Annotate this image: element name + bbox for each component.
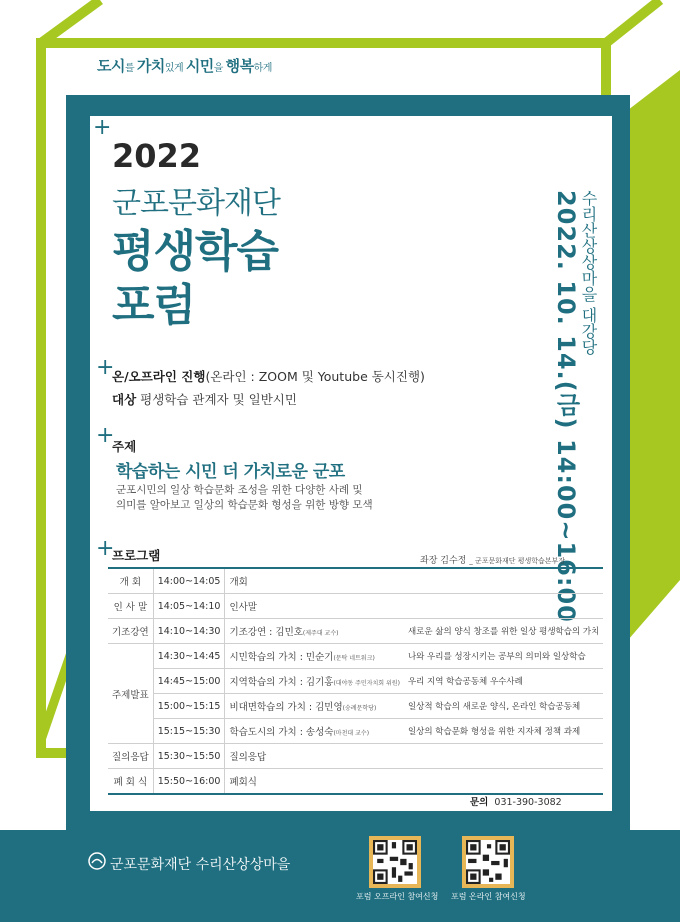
program-speaker-affiliation: (문탁 네트워크) — [333, 655, 375, 662]
event-date: 2022. 10. 14.(금) 14:00~16:00 — [552, 190, 580, 623]
contact-number: 031-390-3082 — [494, 797, 562, 808]
chair-role: _ 군포문화재단 평생학습본부장 — [469, 557, 566, 565]
org-logo-icon — [88, 852, 106, 870]
program-row — [108, 594, 603, 619]
program-title-cell — [225, 568, 404, 594]
mode-label: 온/오프라인 진행 — [112, 369, 206, 384]
online-qr-code[interactable] — [462, 836, 514, 888]
program-description: 새로운 삶의 양식 창조를 위한 일상 평생학습의 가치 — [404, 619, 603, 644]
program-row — [108, 694, 603, 719]
qr-code-icon — [373, 840, 417, 884]
chair-name: 좌장 김수정 — [420, 556, 467, 566]
topic-label: 주제 — [112, 439, 137, 454]
program-title-cell — [225, 694, 404, 719]
program-row — [108, 719, 603, 744]
program-time: 15:30~15:50 — [153, 744, 225, 769]
organizer-name: 군포문화재단 — [112, 186, 280, 221]
program-title-cell — [225, 669, 404, 694]
program-time: 15:15~15:30 — [153, 719, 225, 744]
audience-line — [112, 390, 297, 408]
program-title-cell — [225, 619, 404, 644]
plus-icon: + — [93, 115, 112, 140]
program-table — [108, 567, 603, 795]
program-time: 14:45~15:00 — [153, 669, 225, 694]
mode-line — [112, 367, 425, 385]
slogan-particle-1: 를 — [124, 63, 137, 74]
program-title: 학습도시의 가치 : 송성숙 — [229, 727, 334, 738]
program-row — [108, 619, 603, 644]
program-description: 일상의 학습문화 형성을 위한 지자체 정책 과제 — [404, 719, 603, 744]
slogan — [97, 55, 272, 76]
online-qr-label: 포럼 온라인 참여신청 — [451, 892, 526, 901]
program-description — [404, 744, 603, 769]
slogan-word-citizen: 시민 — [185, 57, 214, 75]
slogan-particle-3: 을 — [213, 63, 226, 74]
program-time: 15:50~16:00 — [153, 769, 225, 795]
program-title: 기조강연 : 김민호 — [229, 627, 303, 638]
program-category: 폐 회 식 — [108, 769, 153, 795]
event-year: 2022 — [112, 137, 202, 175]
chairperson — [420, 553, 565, 566]
program-time: 14:00~14:05 — [153, 568, 225, 594]
plus-icon: + — [96, 355, 115, 380]
topic-desc-line-1: 군포시민의 일상 학습문화 조성을 위한 다양한 사례 및 — [116, 484, 363, 496]
program-category: 질의응답 — [108, 744, 153, 769]
program-title-cell — [225, 769, 404, 795]
topic-desc-line-2: 의미를 알아보고 일상의 학습문화 형성을 위한 방향 모색 — [116, 499, 373, 511]
program-description: 우리 지역 학습공동체 우수사례 — [404, 669, 603, 694]
program-description: 나와 우리를 성장시키는 공부의 의미와 일상학습 — [404, 644, 603, 669]
program-row — [108, 568, 603, 594]
slogan-word-city: 도시 — [97, 57, 125, 75]
title-line-2: 포럼 — [112, 280, 196, 331]
slogan-word-value: 가치 — [136, 57, 165, 75]
offline-qr-label: 포럼 오프라인 참여신청 — [356, 892, 439, 901]
program-category: 개 회 — [108, 568, 153, 594]
program-description — [404, 568, 603, 594]
program-title-cell — [225, 644, 404, 669]
topic-title: 학습하는 시민 더 가치로운 군포 — [116, 462, 345, 482]
program-time: 14:10~14:30 — [153, 619, 225, 644]
audience-label: 대상 — [112, 392, 137, 407]
contact — [470, 794, 562, 808]
program-row — [108, 744, 603, 769]
program-title-cell — [225, 719, 404, 744]
program-row — [108, 644, 603, 669]
slogan-particle-4: 하게 — [253, 63, 272, 74]
program-time: 14:30~14:45 — [153, 644, 225, 669]
program-title-cell — [225, 594, 404, 619]
program-row — [108, 669, 603, 694]
program-speaker-affiliation: (숭례문학당) — [342, 705, 377, 712]
program-title: 비대면학습의 가치 : 김민영 — [229, 702, 343, 713]
footer-organizer: 군포문화재단 수리산상상마을 — [110, 857, 291, 873]
program-description — [404, 769, 603, 795]
program-category: 인 사 말 — [108, 594, 153, 619]
date-place-vertical — [545, 190, 598, 623]
contact-label: 문의 — [470, 797, 489, 808]
plus-icon: + — [96, 536, 115, 561]
program-speaker-affiliation: (제주대 교수) — [302, 630, 339, 637]
program-time: 14:05~14:10 — [153, 594, 225, 619]
plus-icon: + — [96, 423, 115, 448]
program-label: 프로그램 — [112, 548, 161, 563]
program-category: 주제발표 — [108, 644, 153, 744]
program-title-cell — [225, 744, 404, 769]
program-description — [404, 594, 603, 619]
offline-qr-code[interactable] — [369, 836, 421, 888]
program-time: 15:00~15:15 — [153, 694, 225, 719]
program-speaker-affiliation: (마천대 교수) — [333, 730, 370, 737]
slogan-word-happiness: 행복 — [225, 57, 254, 75]
program-title: 시민학습의 가치 : 민순기 — [229, 652, 334, 663]
qr-code-icon — [466, 840, 510, 884]
program-title: 인사말 — [229, 602, 257, 613]
program-title: 개회 — [229, 577, 248, 588]
audience-detail: 평생학습 관계자 및 일반시민 — [136, 392, 297, 407]
title-line-1: 평생학습 — [112, 226, 279, 277]
program-category: 기조강연 — [108, 619, 153, 644]
program-row — [108, 769, 603, 795]
program-title: 폐회식 — [229, 777, 257, 788]
program-title: 질의응답 — [229, 752, 267, 763]
topic-description — [116, 483, 436, 513]
slogan-particle-2: 있게 — [164, 63, 186, 74]
program-title: 지역학습의 가치 : 김기홍 — [229, 677, 334, 688]
mode-detail: (온라인 : ZOOM 및 Youtube 동시진행) — [205, 369, 425, 384]
event-place: 수리산상상마을 대강당 — [579, 190, 598, 356]
program-speaker-affiliation: (대야동 주민자치회 위원) — [333, 680, 400, 687]
program-description: 일상적 학습의 새로운 양식, 온라인 학습공동체 — [404, 694, 603, 719]
